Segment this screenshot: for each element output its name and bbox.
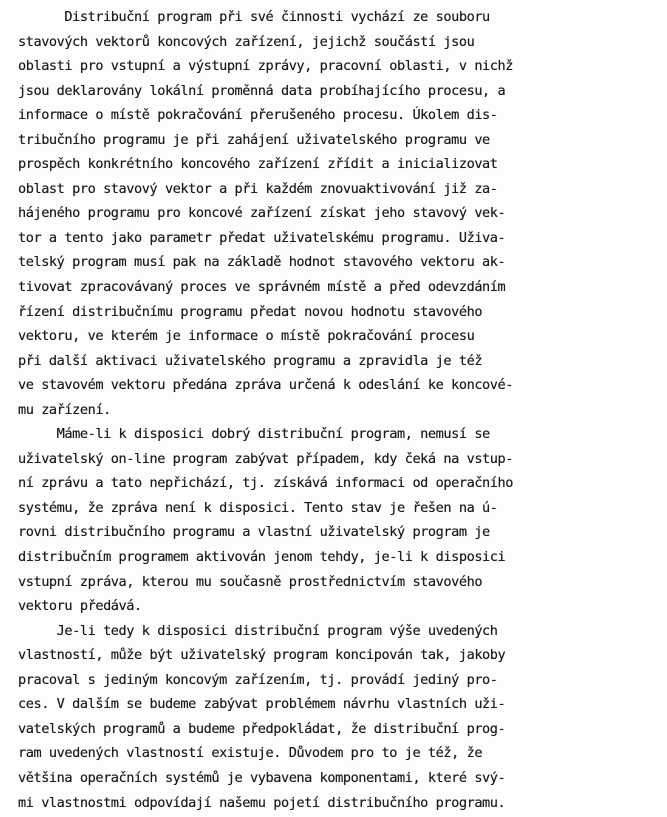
text-line: pracoval s jediným koncovým zařízením, tj. provádí jediný pro- [18,671,498,688]
text-line: ve stavovém vektoru předána zpráva určená k odeslání ke koncové- [18,377,513,394]
text-line: hájeného programu pro koncové zařízení získat jeho stavový vek- [18,205,506,222]
text-line: vektoru předává. [18,598,142,615]
text-line: oblasti pro vstupní a výstupní zprávy, pracovní oblasti, v nichž [18,58,513,75]
text-line: ces. V dalším se budeme zabývat problémem návrhu vlastních uži- [18,696,506,713]
text-line: při další aktivaci uživatelského programu a zpravidla je též [18,352,483,369]
text-line: Je-li tedy k disposici distribuční program výše uvedených [18,622,498,639]
text-line: systému, že zpráva není k disposici. Tento stav je řešen na ú- [18,499,498,516]
text-line: mi vlastnostmi odpovídají našemu pojetí distribučního programu. [18,794,506,811]
text-line: vatelských programů a budeme předpokládat, že distribuční prog- [18,720,506,737]
text-line: tor a tento jako parametr předat uživatelskému programu. Uživa- [18,229,506,246]
text-line: tribučního programu je při zahájení uživatelského programu ve [18,131,490,148]
paragraph [18,422,658,618]
text-line: Máme-li k disposici dobrý distribuční program, nemusí se [18,426,490,443]
text-line: ram uvedených vlastností existuje. Důvodem pro to je též, že [18,745,483,762]
text-line: rovni distribučního programu a vlastní uživatelský program je [18,524,490,541]
document-text [18,5,658,815]
text-line: řízení distribučnímu programu předat novou hodnotu stavového [18,303,483,320]
text-line: mu zařízení. [18,401,111,418]
text-line: vlastností, může být uživatelský program koncipován tak, jakoby [18,647,506,664]
paragraph [18,5,658,422]
text-line: uživatelský on-line program zabývat případem, kdy čeká na vstup- [18,450,513,467]
text-line: tivovat zpracovávaný proces ve správném místě a před odevzdáním [18,279,506,296]
paragraph [18,619,658,815]
text-line: distribučním programem aktivován jenom tehdy, je-li k disposici [18,549,506,566]
text-line: ní zprávu a tato nepřichází, tj. získává informaci od operačního [18,475,513,492]
text-line: prospěch konkrétního koncového zařízení zřídit a inicializovat [18,156,498,173]
text-line: telský program musí pak na základě hodnot stavového vektoru ak- [18,254,506,271]
text-line: informace o místě pokračování přerušeného procesu. Úkolem dis- [18,107,498,124]
text-line: jsou deklarovány lokální proměnná data probíhajícího procesu, a [18,82,506,99]
text-line: oblast pro stavový vektor a při každém znovuaktivování již za- [18,180,498,197]
text-line: Distribuční program při své činnosti vychází ze souboru [18,9,490,25]
text-line: vstupní zpráva, kterou mu současně prostřednictvím stavového [18,573,483,590]
text-line: většina operačních systémů je vybavena komponentami, které svý- [18,769,506,786]
text-line: vektoru, ve kterém je informace o místě pokračování procesu [18,328,475,345]
text-line: stavových vektorů koncových zařízení, jejichž součástí jsou [18,33,475,50]
